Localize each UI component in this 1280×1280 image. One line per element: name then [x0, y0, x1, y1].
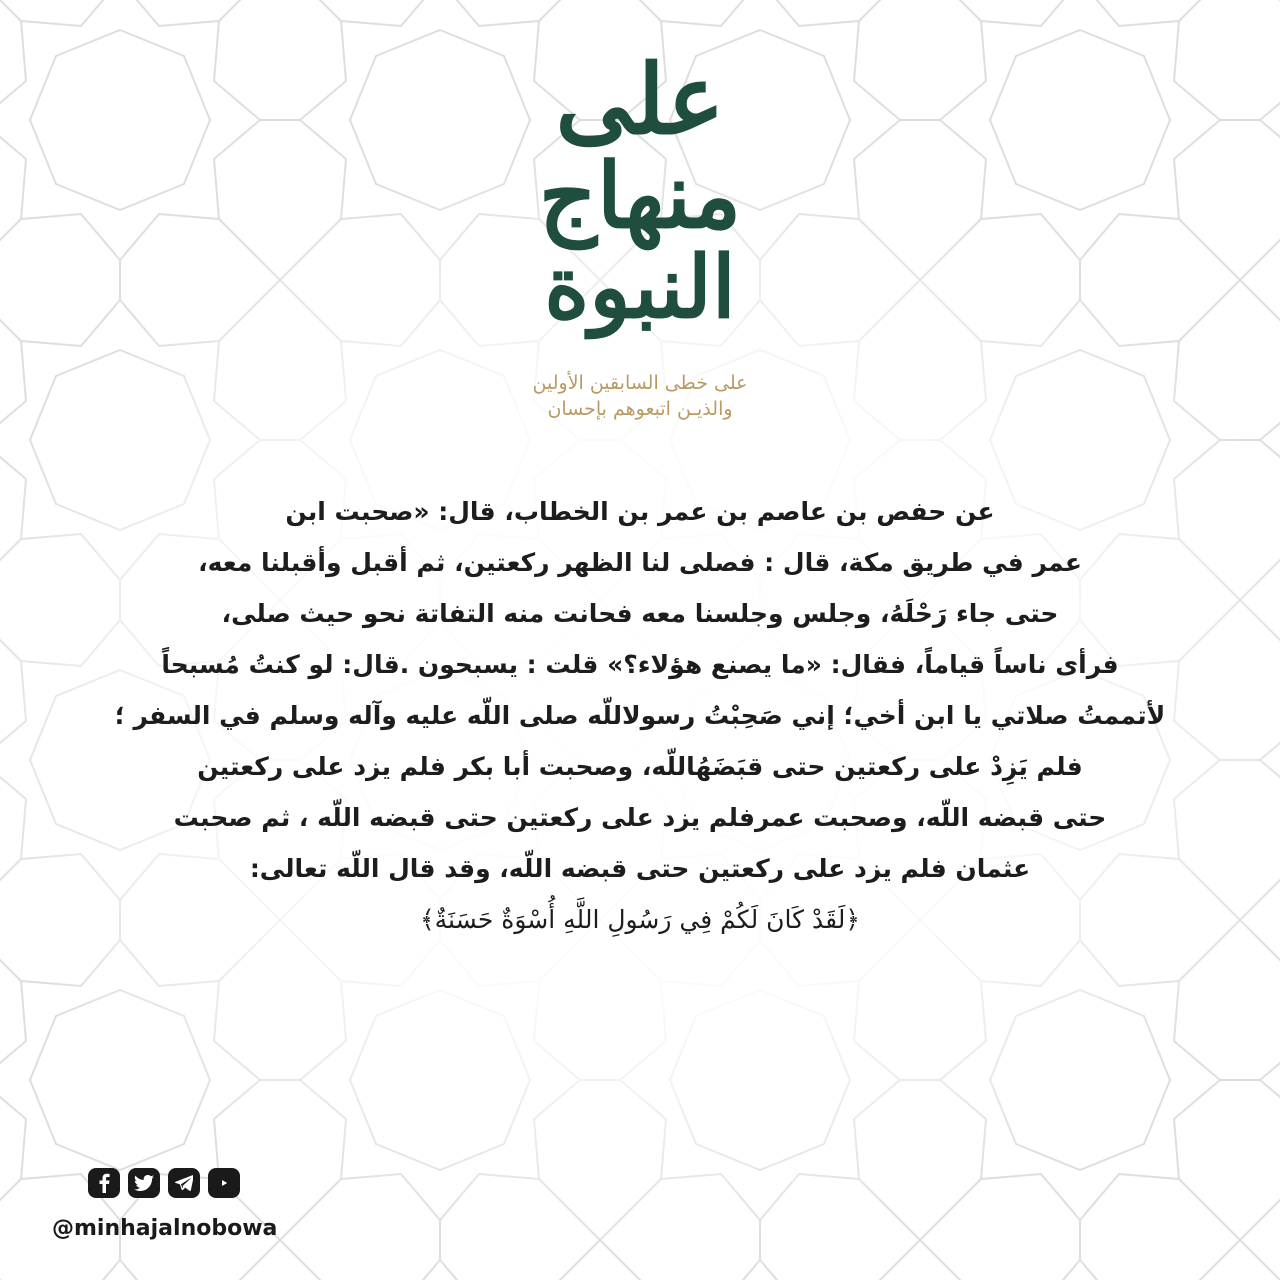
hadith-line: لأتممتُ صلاتي يا ابن أخي؛ إني صَحِبْتُ رسولاللّه صلى اللّه عليه وآله وسلم في السفر ؛ [114, 701, 1166, 730]
hadith-line: عمر في طريق مكة، قال : فصلى لنا الظهر ركعتين، ثم أقبل وأقبلنا معه، [198, 548, 1082, 577]
brand-logo [450, 30, 830, 420]
hadith-line: عثمان فلم يزد على ركعتين حتى قبضه اللّه، وقد قال اللّه تعالى: [249, 854, 1031, 883]
telegram-icon[interactable] [168, 1168, 200, 1198]
social-handle[interactable]: @minhajalnobowa [52, 1216, 278, 1241]
hadith-line: حتى جاء رَحْلَهُ، وجلس وجلسنا معه فحانت منه التفاتة نحو حيث صلى، [221, 599, 1059, 628]
hadith-text [40, 486, 1240, 945]
twitter-icon[interactable] [128, 1168, 160, 1198]
logo-tagline-line-1: على خطى السابقين الأولين [532, 372, 748, 394]
logo-title-line-2: منهاج [538, 143, 742, 249]
logo-tagline-line-2: والذيـن اتبعوهم بإحسان [547, 398, 733, 420]
logo-title-line-1: على [555, 43, 725, 156]
logo-title-line-3: النبوة [544, 237, 736, 338]
hadith-line: فرأى ناساً قياماً، فقال: «ما يصنع هؤلاء؟» قلت : يسبحون .قال: لو كنتُ مُسبحاً [161, 650, 1119, 679]
youtube-icon[interactable] [208, 1168, 240, 1198]
social-icons [88, 1168, 240, 1198]
quran-verse: ﴿لَقَدْ كَانَ لَكُمْ فِي رَسُولِ اللَّهِ أُسْوَةٌ حَسَنَةٌ﴾ [420, 905, 860, 934]
facebook-icon[interactable] [88, 1168, 120, 1198]
hadith-line: حتى قبضه اللّه، وصحبت عمرفلم يزد على ركعتين حتى قبضه اللّه ، ثم صحبت [173, 803, 1107, 832]
hadith-line: فلم يَزِدْ على ركعتين حتى قبَضَهُاللّه، وصحبت أبا بكر فلم يزد على ركعتين [197, 752, 1083, 781]
hadith-line: عن حفص بن عاصم بن عمر بن الخطاب، قال: «صحبت ابن [285, 497, 995, 526]
